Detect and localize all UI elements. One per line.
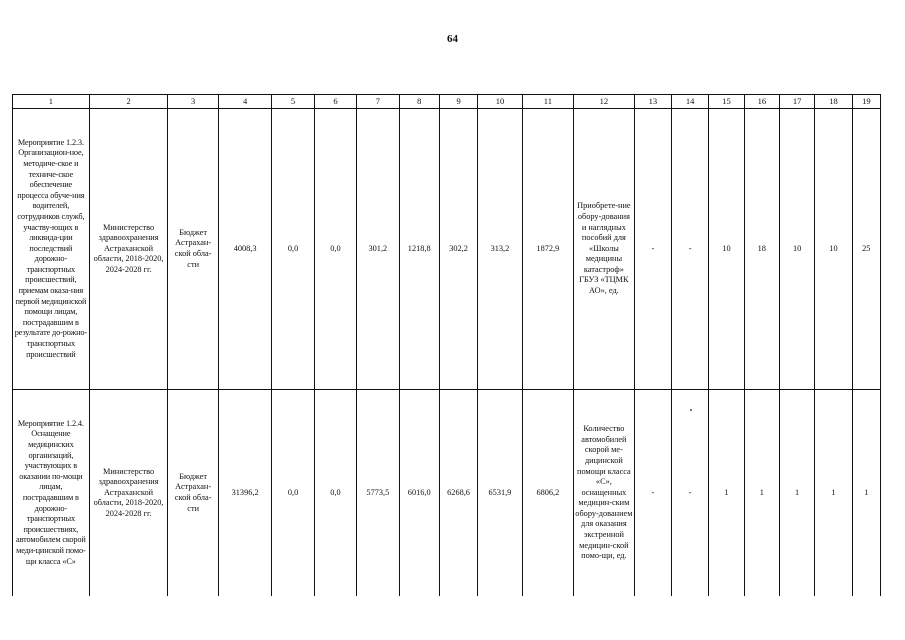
executor-cell: Министерство здравоохранения Астраханской области, 2018-2020, 2024-2028 гг. (89, 109, 168, 390)
value-cell: 10 (815, 109, 852, 390)
column-header: 15 (709, 95, 744, 109)
value-cell: 0,0 (272, 390, 314, 597)
column-header: 6 (314, 95, 356, 109)
value-cell: 6531,9 (478, 390, 522, 597)
value-cell: - (634, 109, 671, 390)
value-cell: - (634, 390, 671, 597)
event-cell: Мероприятие 1.2.4. Оснащение медицинских организаций, участвующих в оказании по-мощи лицам, пострадавшим в дорожно-транспортных происшествиях, автомобилем скорой меди-цинской помо-щи класса «С» (13, 390, 90, 597)
value-cell: 1 (852, 390, 880, 597)
table-row (13, 390, 881, 597)
value-cell: 10 (779, 109, 814, 390)
value-cell: - (672, 390, 709, 597)
column-header: 3 (168, 95, 218, 109)
value-cell: 4008,3 (218, 109, 271, 390)
column-header: 9 (439, 95, 477, 109)
column-header: 1 (13, 95, 90, 109)
column-header: 18 (815, 95, 852, 109)
value-cell: 1 (744, 390, 779, 597)
header-row (13, 95, 881, 109)
value-cell: 0,0 (314, 109, 356, 390)
scan-speck (690, 409, 692, 411)
value-cell: 25 (852, 109, 880, 390)
column-header: 16 (744, 95, 779, 109)
column-header: 13 (634, 95, 671, 109)
value-cell: 1 (815, 390, 852, 597)
value-cell: 5773,5 (357, 390, 399, 597)
event-cell: Мероприятие 1.2.3. Организацион-ное, методиче-ское и техниче-ское обеспечение процесса обуче-ния водителей, сотрудников служб, участву-ющих в ликвида-ции последствий дорожно-транспортных происшествий, приемам оказа-ния первой медицинской помощи лицам, пострадавшим в результате до-рожно-транспортных происшествий (13, 109, 90, 390)
value-cell: 302,2 (439, 109, 477, 390)
value-cell: 6268,6 (439, 390, 477, 597)
column-header: 7 (357, 95, 399, 109)
page-number: 64 (447, 33, 458, 45)
indicator-cell: Приобрете-ние обору-дования и наглядных пособий для «Школы медицины катастроф» ГБУЗ «ТЦМК АО», ед. (574, 109, 635, 390)
value-cell: 1 (709, 390, 744, 597)
column-header: 2 (89, 95, 168, 109)
column-header: 19 (852, 95, 880, 109)
program-table (12, 94, 881, 596)
value-cell: 0,0 (314, 390, 356, 597)
executor-cell: Министерство здравоохранения Астраханской области, 2018-2020, 2024-2028 гг. (89, 390, 168, 597)
value-cell: 18 (744, 109, 779, 390)
table-row (13, 109, 881, 390)
value-cell: 0,0 (272, 109, 314, 390)
funding-source-cell: Бюджет Астрахан-ской обла-сти (168, 390, 218, 597)
value-cell: 1 (779, 390, 814, 597)
column-header: 10 (478, 95, 522, 109)
column-header: 12 (574, 95, 635, 109)
value-cell: 313,2 (478, 109, 522, 390)
value-cell: 31396,2 (218, 390, 271, 597)
column-header: 4 (218, 95, 271, 109)
value-cell: 6016,0 (399, 390, 439, 597)
value-cell: 6806,2 (522, 390, 573, 597)
value-cell: 301,2 (357, 109, 399, 390)
column-header: 11 (522, 95, 573, 109)
column-header: 5 (272, 95, 314, 109)
column-header: 14 (672, 95, 709, 109)
column-header: 8 (399, 95, 439, 109)
value-cell: 1872,9 (522, 109, 573, 390)
value-cell: - (672, 109, 709, 390)
funding-source-cell: Бюджет Астрахан-ской обла-сти (168, 109, 218, 390)
value-cell: 1218,8 (399, 109, 439, 390)
value-cell: 10 (709, 109, 744, 390)
indicator-cell: Количество автомобилей скорой ме-дицинской помощи класса «С», оснащенных медицин-ским обору-дованием для оказания экстренной медицин-ской помо-щи, ед. (574, 390, 635, 597)
column-header: 17 (779, 95, 814, 109)
